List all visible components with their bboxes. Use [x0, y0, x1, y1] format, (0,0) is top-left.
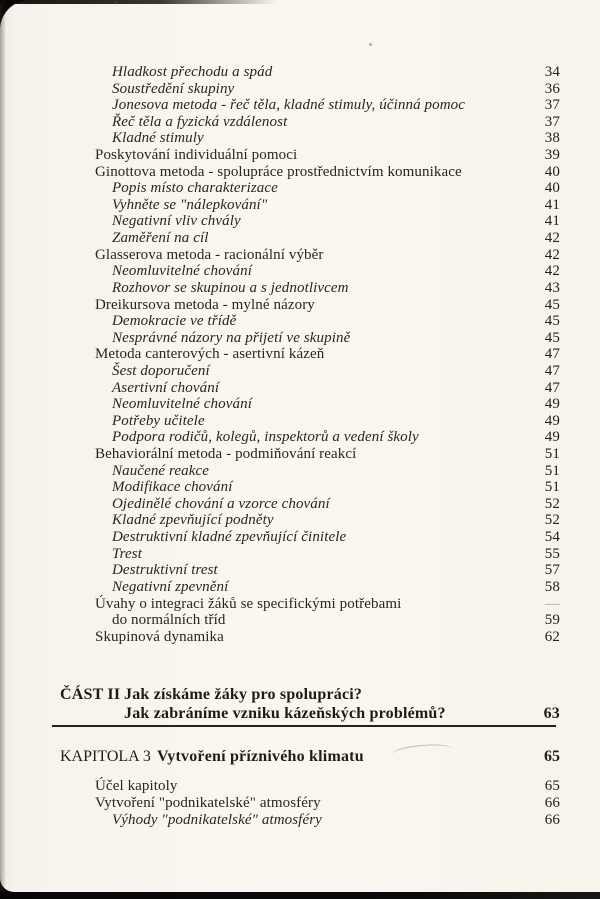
scan-bottom-edge	[0, 892, 600, 899]
toc-entry-page-number: 47	[544, 346, 560, 363]
toc-entry-title: Zaměření na cíl	[112, 230, 209, 247]
toc-entry	[0, 529, 560, 546]
toc-entry	[0, 180, 560, 197]
toc-entry-page-number: 66	[544, 812, 560, 829]
toc-entry	[0, 479, 560, 496]
toc-entry	[0, 130, 560, 147]
toc-entry-title: Dreikursova metoda - mylné názory	[95, 296, 315, 313]
toc-entry-title: Demokracie ve třídě	[112, 313, 237, 330]
toc-entry-page-number: 42	[544, 230, 560, 247]
toc-entry-title: Trest	[112, 545, 142, 562]
toc-entry-page-number: 66	[544, 795, 560, 812]
toc-entry-title: Destruktivní kladné zpevňující činitele	[112, 529, 347, 546]
toc-entry-title: Glasserova metoda - racionální výběr	[95, 246, 324, 263]
toc-entry-page-number: 51	[544, 479, 560, 496]
toc-entry	[0, 64, 560, 81]
toc-entry-page-number: 38	[544, 130, 560, 147]
toc-entry-title: Výhody "podnikatelské" atmosféry	[112, 812, 322, 829]
table-of-contents	[0, 64, 560, 645]
toc-entry	[0, 280, 560, 297]
toc-entry	[0, 114, 560, 131]
toc-entry	[0, 213, 560, 230]
toc-entry	[0, 463, 560, 480]
part-heading	[60, 686, 560, 723]
toc-entry-title: Jonesova metoda - řeč těla, kladné stimuly, účinná pomoc	[112, 97, 466, 114]
toc-entry-page-number: 54	[544, 529, 560, 546]
toc-entry-title: Potřeby učitele	[112, 412, 205, 429]
toc-entry-page-number: 57	[544, 562, 560, 579]
toc-entry	[0, 629, 560, 646]
toc-entry	[0, 778, 560, 795]
toc-entry	[0, 313, 560, 330]
toc-entry	[0, 263, 560, 280]
section-divider-rule	[52, 725, 556, 727]
toc-entry-title: Poskytování individuální pomoci	[95, 147, 298, 164]
toc-entry-title: Řeč těla a fyzická vzdálenost	[112, 113, 288, 130]
toc-entry-title: Ginottova metoda - spolupráce prostřednictvím komunikace	[95, 163, 462, 180]
chapter-page-number: 65	[544, 748, 560, 765]
toc-entry	[0, 330, 560, 347]
toc-entry	[0, 81, 560, 98]
toc-entry-page-number: 62	[544, 628, 560, 645]
toc-entry	[0, 446, 560, 463]
toc-entry-title: Úvahy o integraci žáků se specifickými potřebami	[95, 595, 402, 612]
toc-entry	[0, 546, 560, 563]
toc-entry-page-number: 39	[544, 147, 560, 164]
chapter-contents	[0, 778, 560, 830]
toc-entry-page-number: 65	[544, 778, 560, 794]
toc-entry	[0, 795, 560, 812]
toc-entry-page-number: —	[544, 595, 560, 612]
toc-entry-title: Rozhovor se skupinou a s jednotlivcem	[112, 279, 349, 296]
toc-entry-page-number: 45	[544, 313, 560, 330]
toc-entry-page-number: 51	[544, 462, 560, 479]
toc-entry-title: Behaviorální metoda - podmiňování reakcí	[95, 446, 357, 463]
toc-entry	[0, 396, 560, 413]
toc-entry	[0, 380, 560, 397]
toc-entry	[0, 363, 560, 380]
toc-entry	[0, 247, 560, 264]
toc-entry-page-number: 58	[544, 578, 560, 595]
toc-entry-page-number: 40	[544, 163, 560, 180]
toc-entry-title: Soustředění skupiny	[112, 80, 235, 97]
toc-entry	[0, 164, 560, 181]
toc-entry-page-number: 42	[544, 263, 560, 280]
toc-entry-page-number: 49	[544, 412, 560, 429]
toc-entry-page-number: 45	[544, 329, 560, 346]
toc-entry-page-number: 37	[544, 97, 560, 114]
toc-entry-title: Negativní zpevnění	[112, 578, 229, 595]
toc-entry-title: Účel kapitoly	[95, 778, 178, 794]
toc-entry-page-number: 45	[544, 296, 560, 313]
toc-entry-page-number: 36	[544, 80, 560, 97]
toc-entry-title: Ojedinělé chování a vzorce chování	[112, 495, 330, 512]
toc-entry-page-number: 37	[544, 113, 560, 130]
toc-entry-title: Asertivní chování	[112, 379, 220, 396]
toc-entry-page-number: 49	[544, 396, 560, 413]
part-page-number: 63	[543, 704, 560, 722]
chapter-label: KAPITOLA 3	[60, 748, 151, 765]
toc-entry-page-number: 34	[544, 64, 560, 80]
part-title	[124, 686, 544, 723]
toc-entry-title: Šest doporučení	[112, 362, 210, 379]
toc-entry-page-number: 55	[544, 545, 560, 562]
toc-entry-page-number: 51	[544, 446, 560, 463]
toc-entry	[0, 297, 560, 314]
scan-top-edge	[0, 0, 420, 4]
toc-entry-title: Metoda canterových - asertivní kázeň	[95, 346, 325, 363]
toc-entry-title: Modifikace chování	[112, 479, 233, 496]
toc-entry-page-number: 59	[544, 612, 560, 629]
part-label: ČÁST II	[60, 686, 121, 703]
toc-entry-title: Popis místo charakterizace	[112, 180, 278, 197]
toc-entry	[0, 812, 560, 829]
toc-entry-title: Nesprávné názory na přijetí ve skupině	[112, 329, 351, 346]
scan-speck	[369, 43, 372, 46]
part-title-line1: Jak získáme žáky pro spolupráci?	[124, 686, 363, 703]
toc-entry	[0, 596, 560, 613]
toc-entry	[0, 496, 560, 513]
toc-entry	[0, 429, 560, 446]
toc-entry	[0, 230, 560, 247]
toc-entry-title: Neomluvitelné chování	[112, 263, 252, 280]
toc-entry-title: Destruktivní trest	[112, 562, 218, 579]
toc-entry	[0, 413, 560, 430]
toc-entry	[0, 97, 560, 114]
toc-entry-title: Neomluvitelné chování	[112, 396, 252, 413]
toc-entry-title: Naučené reakce	[112, 462, 210, 479]
toc-entry	[0, 346, 560, 363]
toc-entry	[0, 612, 560, 629]
toc-entry-page-number: 41	[544, 196, 560, 213]
toc-entry-page-number: 52	[544, 495, 560, 512]
toc-entry	[0, 562, 560, 579]
toc-entry	[0, 147, 560, 164]
toc-entry-title: do normálních tříd	[112, 612, 226, 629]
toc-entry-page-number: 52	[544, 512, 560, 529]
toc-entry-page-number: 49	[544, 429, 560, 446]
toc-entry-title: Kladné zpevňující podněty	[112, 512, 274, 529]
toc-entry	[0, 579, 560, 596]
toc-entry-title: Vytvoření "podnikatelské" atmosféry	[95, 795, 321, 812]
toc-entry-page-number: 47	[544, 379, 560, 396]
toc-entry-page-number: 40	[544, 180, 560, 197]
part-title-line2: Jak zabráníme vzniku kázeňských problémů?	[124, 704, 446, 722]
toc-entry-page-number: 41	[544, 213, 560, 230]
toc-entry	[0, 197, 560, 214]
toc-entry-title: Podpora rodičů, kolegů, inspektorů a vedení školy	[112, 429, 419, 446]
toc-entry-title: Hladkost přechodu a spád	[112, 64, 273, 80]
toc-entry-title: Kladné stimuly	[112, 130, 204, 147]
toc-entry-title: Skupinová dynamika	[95, 628, 224, 645]
toc-entry	[0, 512, 560, 529]
toc-entry-page-number: 42	[544, 246, 560, 263]
chapter-title: Vytvoření příznivého klimatu	[157, 748, 364, 765]
toc-entry-page-number: 47	[544, 362, 560, 379]
chapter-heading	[60, 748, 560, 766]
toc-entry-page-number: 43	[544, 279, 560, 296]
scan-speck	[115, 1, 118, 4]
toc-entry-title: Vyhněte se "nálepkování"	[112, 196, 268, 213]
toc-entry-title: Negativní vliv chvály	[112, 213, 241, 230]
